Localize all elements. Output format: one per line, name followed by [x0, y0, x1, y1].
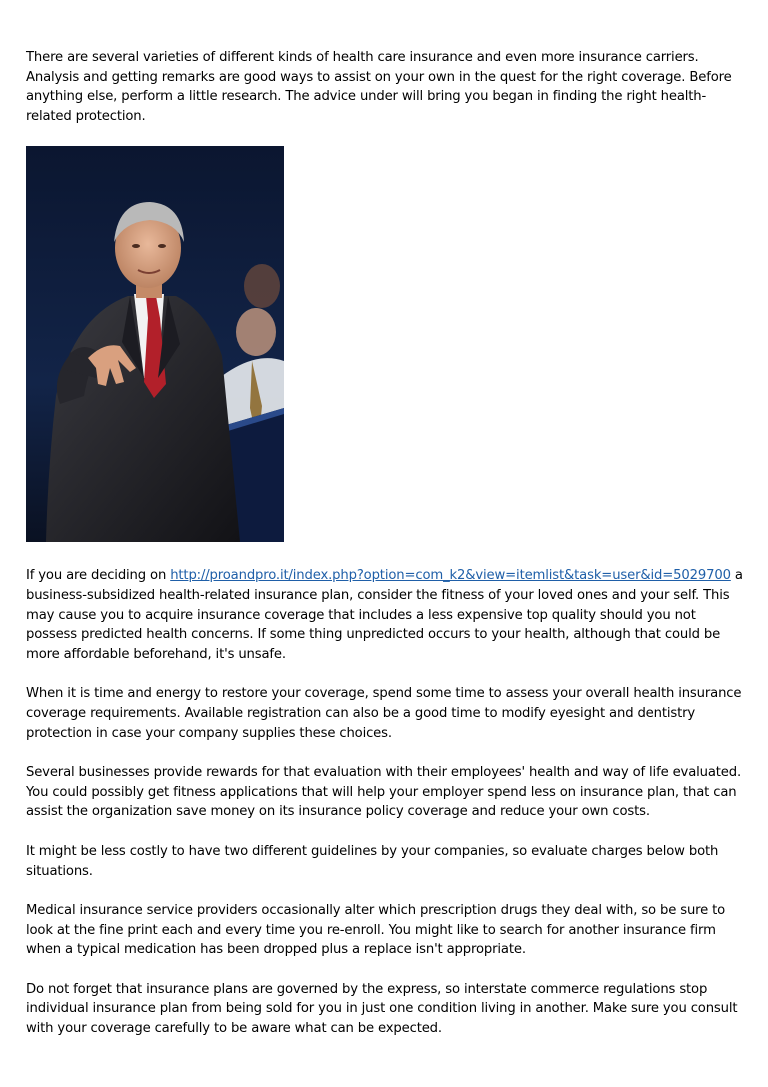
paragraph-2 — [26, 566, 746, 664]
paragraph-2-lead: If you are deciding on — [26, 568, 171, 584]
paragraph-3: When it is time and energy to restore your coverage, spend some time to assess your overall health insurance coverage requirements. Available registration can also be a good time to modify eyesight and dentistry protection in case your company supplies these choices. — [26, 686, 742, 741]
paragraph-5: It might be less costly to have two different guidelines by your companies, so evaluate charges below both situations. — [26, 843, 719, 879]
inline-link[interactable]: http://proandpro.it/index.php?option=com_k2&view=itemlist&task=user&id=5029700 — [170, 568, 731, 584]
article — [26, 48, 746, 1039]
paragraph-4: Several businesses provide rewards for that evaluation with their employees' health and way of life evaluated. You could possibly get fitness applications that will help your employer spend less on insurance plan, that can assist the organization save money on its insurance policy coverage and reduce your own costs. — [26, 765, 742, 820]
paragraph-7: Do not forget that insurance plans are governed by the express, so interstate commerce regulations stop individual insurance plan from being sold for you in just one condition living in another. Make sure you consult with your coverage carefully to be aware what can be expected. — [26, 981, 738, 1037]
intro-paragraph: There are several varieties of different kinds of health care insurance and even more insurance carriers. Analysis and getting remarks are good ways to assist on your own in the quest for the right coverage. Before anything else, perform a little research. The advice under will bring you began in finding the right health-related protection. — [26, 50, 732, 124]
paragraph-2-rest: a business-subsidized health-related insurance plan, consider the fitness of your loved ones and your self. This may cause you to acquire insurance coverage that includes a less expensive top quality should you not possess predicted health concerns. If some thing unpredicted occurs to your health, although that could be more affordable beforehand, it's unsafe. — [26, 568, 743, 662]
speaker-photo — [26, 146, 284, 542]
paragraph-6: Medical insurance service providers occasionally alter which prescription drugs they deal with, so be sure to look at the fine print each and every time you re-enroll. You might like to search for another insurance firm when a typical medication has been dropped plus a replace isn't appropriate. — [26, 903, 726, 958]
